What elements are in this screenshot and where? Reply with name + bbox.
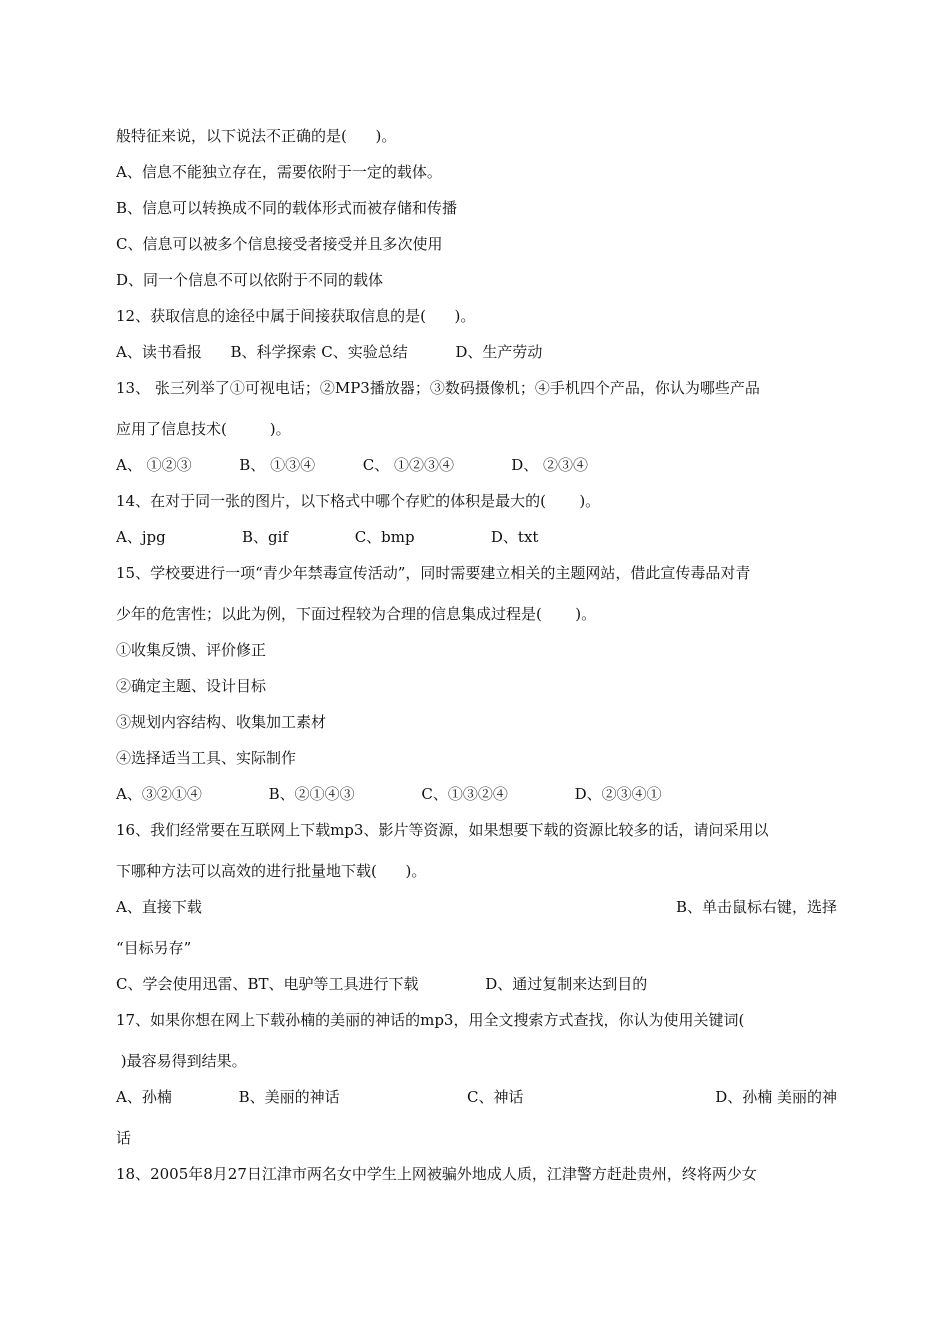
q15-step-1: ①收集反馈、评价修正	[116, 641, 267, 659]
q16-options-c-d: C、学会使用迅雷、BT、电驴等工具进行下载 D、通过复制来达到目的	[116, 975, 648, 993]
q17-options-a-b: A、孙楠 B、美丽的神话	[116, 1088, 340, 1106]
q15-step-2: ②确定主题、设计目标	[116, 677, 267, 695]
q14-stem: 14、在对于同一张的图片，以下格式中哪个存贮的体积是最大的( )。	[116, 492, 601, 510]
q15-stem-continued: 少年的危害性；以此为例，下面过程较为合理的信息集成过程是( )。	[116, 605, 597, 623]
q16-option-b: B、单击鼠标右键，选择	[675, 898, 837, 916]
q13-stem: 13、 张三列举了①可视电话；②MP3播放器；③数码摄像机；④手机四个产品，你认为哪些产品	[116, 379, 760, 397]
q15-step-3: ③规划内容结构、收集加工素材	[116, 713, 327, 731]
q13-options: A、 ①②③ B、 ①③④ C、 ①②③④ D、 ②③④	[116, 456, 589, 474]
q17-option-d: D、孙楠 美丽的神	[715, 1088, 837, 1106]
q11-option-b: B、信息可以转换成不同的载体形式而被存储和传播	[116, 199, 458, 217]
q12-options: A、读书看报 B、科学探索 C、实验总结 D、生产劳动	[116, 343, 543, 361]
q16-option-a: A、直接下载	[116, 898, 202, 916]
q15-options: A、③②①④ B、②①④③ C、①③②④ D、②③④①	[116, 785, 662, 803]
q14-options: A、jpg B、gif C、bmp D、txt	[116, 528, 539, 546]
q11-option-d: D、同一个信息不可以依附于不同的载体	[116, 271, 384, 289]
q13-stem-continued: 应用了信息技术( )。	[116, 420, 291, 438]
q15-step-4: ④选择适当工具、实际制作	[116, 749, 297, 767]
q11-option-c: C、信息可以被多个信息接受者接受并且多次使用	[116, 235, 443, 253]
q17-option-d-continued: 话	[116, 1129, 132, 1147]
q16-stem-continued: 下哪种方法可以高效的进行批量地下载( )。	[116, 862, 427, 880]
q16-option-b-continued: “目标另存”	[116, 939, 192, 957]
q15-stem: 15、学校要进行一项“青少年禁毒宣传活动”，同时需要建立相关的主题网站，借此宣传毒品对青	[116, 564, 751, 582]
q17-option-c: C、神话	[467, 1088, 524, 1106]
q11-stem-continued: 般特征来说，以下说法不正确的是( )。	[116, 127, 397, 145]
q17-stem-continued: )最容易得到结果。	[116, 1052, 247, 1070]
q11-option-a: A、信息不能独立存在，需要依附于一定的载体。	[116, 163, 442, 181]
q17-stem: 17、如果你想在网上下载孙楠的美丽的神话的mp3，用全文搜索方式查找，你认为使用关键词(	[116, 1011, 745, 1029]
q18-stem: 18、2005年8月27日江津市两名女中学生上网被骗外地成人质，江津警方赶赴贵州，终将两少女	[116, 1165, 757, 1183]
q16-stem: 16、我们经常要在互联网上下载mp3、影片等资源，如果想要下载的资源比较多的话，请问采用以	[116, 821, 769, 839]
q12-stem: 12、获取信息的途径中属于间接获取信息的是( )。	[116, 307, 476, 325]
